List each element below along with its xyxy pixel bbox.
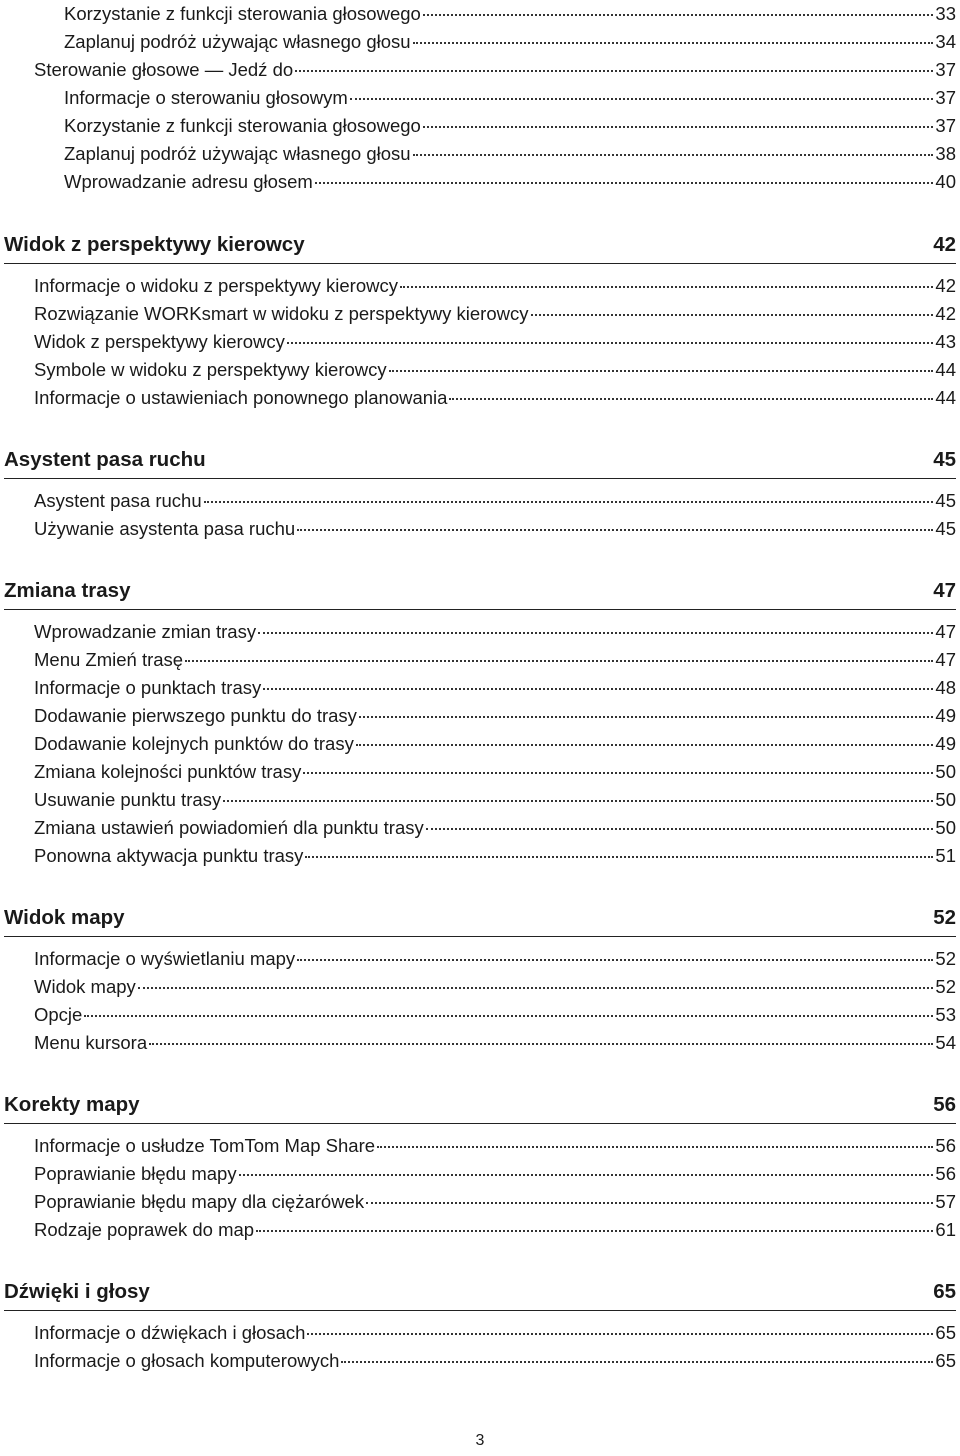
dot-leader (423, 126, 934, 128)
toc-entry[interactable] (34, 1319, 956, 1347)
dot-leader (356, 744, 934, 746)
toc-entry-page: 52 (935, 976, 956, 997)
toc-entry-page: 50 (935, 789, 956, 810)
section-heading[interactable] (4, 573, 956, 610)
toc-entry-page: 45 (935, 490, 956, 511)
toc-entry-page: 47 (935, 621, 956, 642)
section-heading[interactable] (4, 227, 956, 264)
section-entries (0, 1132, 960, 1244)
section-heading[interactable] (4, 900, 956, 937)
toc-entry-title: Opcje (34, 1004, 83, 1025)
toc-entry[interactable] (34, 1029, 956, 1057)
section-entries (0, 618, 960, 870)
toc-entry-title: Informacje o punktach trasy (34, 677, 262, 698)
toc-entry-page: 65 (935, 1322, 956, 1343)
dot-leader (258, 632, 933, 634)
toc-entry-title: Informacje o głosach komputerowych (34, 1350, 340, 1371)
dot-leader (297, 529, 933, 531)
toc-entry-title: Informacje o sterowaniu głosowym (64, 87, 348, 108)
dot-leader (449, 398, 933, 400)
toc-entry-title: Sterowanie głosowe — Jedź do (34, 59, 294, 80)
dot-leader (297, 959, 933, 961)
toc-entry-page: 52 (935, 948, 956, 969)
section-entries (0, 487, 960, 543)
page-number: 3 (475, 1432, 485, 1449)
section-heading[interactable] (4, 1087, 956, 1124)
toc-entry[interactable] (34, 842, 956, 870)
toc-entry[interactable] (64, 28, 956, 56)
toc-entry[interactable] (34, 618, 956, 646)
toc-entry[interactable] (34, 1160, 956, 1188)
toc-entry[interactable] (64, 112, 956, 140)
toc-entry-page: 34 (935, 31, 956, 52)
toc-entry[interactable] (34, 1188, 956, 1216)
toc-entry-title: Informacje o widoku z perspektywy kierowcy (34, 275, 398, 296)
toc-entry-title: Asystent pasa ruchu (34, 490, 202, 511)
toc-entry[interactable] (64, 84, 956, 112)
toc-entry[interactable] (34, 515, 956, 543)
toc-entry-page: 54 (935, 1032, 956, 1053)
toc-entry[interactable] (34, 786, 956, 814)
dot-leader (305, 856, 933, 858)
dot-leader (149, 1043, 933, 1045)
section-page: 47 (933, 579, 956, 602)
toc-entry[interactable] (34, 1216, 956, 1244)
toc-entry-page: 56 (935, 1135, 956, 1156)
toc-entry[interactable] (34, 487, 956, 515)
toc-entry-page: 49 (935, 705, 956, 726)
toc-entry-title: Dodawanie pierwszego punktu do trasy (34, 705, 357, 726)
toc-entry-title: Zmiana kolejności punktów trasy (34, 761, 302, 782)
dot-leader (366, 1202, 933, 1204)
toc-entry-title: Informacje o usłudze TomTom Map Share (34, 1135, 376, 1156)
toc-entry-title: Ponowna aktywacja punktu trasy (34, 845, 304, 866)
dot-leader (204, 501, 934, 503)
toc-entry[interactable] (34, 272, 956, 300)
dot-leader (350, 98, 934, 100)
toc-entry[interactable] (34, 758, 956, 786)
toc-entry[interactable] (64, 168, 956, 196)
toc-entry-title: Wprowadzanie zmian trasy (34, 621, 257, 642)
toc-entry-page: 57 (935, 1191, 956, 1212)
toc-entry-title: Informacje o ustawieniach ponownego planowania (34, 387, 448, 408)
toc-entry-page: 50 (935, 761, 956, 782)
dot-leader (287, 342, 934, 344)
toc-entry-page: 38 (935, 143, 956, 164)
toc-entry[interactable] (34, 1001, 956, 1029)
toc-entry-title: Informacje o dźwiękach i głosach (34, 1322, 306, 1343)
dot-leader (223, 800, 933, 802)
toc-entry-page: 61 (935, 1219, 956, 1240)
toc-section (0, 573, 960, 870)
dot-leader (531, 314, 934, 316)
toc-entry-page: 51 (935, 845, 956, 866)
toc-entry-title: Usuwanie punktu trasy (34, 789, 222, 810)
dot-leader (307, 1333, 933, 1335)
toc-entry[interactable] (34, 1347, 956, 1375)
toc-entry[interactable] (34, 730, 956, 758)
dot-leader (315, 182, 934, 184)
section-heading[interactable] (4, 1274, 956, 1311)
dot-leader (185, 660, 933, 662)
toc-entry-title: Korzystanie z funkcji sterowania głosowego (64, 115, 421, 136)
toc-section (0, 442, 960, 543)
toc-entry[interactable] (34, 384, 956, 412)
dot-leader (413, 42, 934, 44)
toc-entry-page: 42 (935, 303, 956, 324)
toc-entry-title: Poprawianie błędu mapy dla ciężarówek (34, 1191, 365, 1212)
dot-leader (400, 286, 933, 288)
toc-entry-title: Używanie asystenta pasa ruchu (34, 518, 296, 539)
section-entries (0, 272, 960, 412)
toc-entry-page: 42 (935, 275, 956, 296)
section-title: Korekty mapy (4, 1093, 140, 1116)
toc-entry-title: Menu Zmień trasę (34, 649, 184, 670)
toc-entry-title: Wprowadzanie adresu głosem (64, 171, 313, 192)
toc-entry[interactable] (64, 140, 956, 168)
dot-leader (426, 828, 934, 830)
toc-entry-title: Symbole w widoku z perspektywy kierowcy (34, 359, 387, 380)
toc-entry-page: 37 (935, 87, 956, 108)
toc-entry-title: Zaplanuj podróż używając własnego głosu (64, 143, 411, 164)
section-entries (0, 945, 960, 1057)
toc-entry[interactable] (34, 1132, 956, 1160)
toc-entry-page: 44 (935, 387, 956, 408)
toc-entry-page: 45 (935, 518, 956, 539)
toc-entry-title: Rozwiązanie WORKsmart w widoku z perspektywy kierowcy (34, 303, 529, 324)
toc-entry-page: 43 (935, 331, 956, 352)
toc-entry[interactable] (34, 973, 956, 1001)
toc-entry-page: 49 (935, 733, 956, 754)
toc-entry[interactable] (64, 0, 956, 28)
toc-entry[interactable] (34, 356, 956, 384)
section-title: Zmiana trasy (4, 579, 131, 602)
dot-leader (359, 716, 934, 718)
toc-entry-page: 33 (935, 3, 956, 24)
dot-leader (423, 14, 934, 16)
toc-entry-page: 44 (935, 359, 956, 380)
toc-entry-page: 40 (935, 171, 956, 192)
toc-entry[interactable] (34, 674, 956, 702)
toc-entry-page: 56 (935, 1163, 956, 1184)
section-page: 42 (933, 233, 956, 256)
toc-entry-title: Informacje o wyświetlaniu mapy (34, 948, 296, 969)
dot-leader (303, 772, 933, 774)
dot-leader (239, 1174, 934, 1176)
toc-entry-title: Widok z perspektywy kierowcy (34, 331, 285, 352)
toc-entry-title: Poprawianie błędu mapy (34, 1163, 237, 1184)
toc-entry-page: 48 (935, 677, 956, 698)
section-page: 65 (933, 1280, 956, 1303)
section-heading[interactable] (4, 442, 956, 479)
toc-entry-page: 65 (935, 1350, 956, 1371)
dot-leader (256, 1230, 933, 1232)
toc-section (0, 1087, 960, 1244)
section-title: Widok mapy (4, 906, 125, 929)
section-page: 45 (933, 448, 956, 471)
toc-entry[interactable] (34, 814, 956, 842)
section-title: Asystent pasa ruchu (4, 448, 206, 471)
toc-section (0, 900, 960, 1057)
toc-entry-title: Zaplanuj podróż używając własnego głosu (64, 31, 411, 52)
dot-leader (341, 1361, 933, 1363)
toc-entry-title: Menu kursora (34, 1032, 148, 1053)
toc-entry[interactable] (34, 646, 956, 674)
dot-leader (84, 1015, 933, 1017)
toc-entry-page: 37 (935, 59, 956, 80)
toc-entry[interactable] (34, 300, 956, 328)
toc-entry[interactable] (34, 328, 956, 356)
section-title: Dźwięki i głosy (4, 1280, 150, 1303)
toc-entry-title: Rodzaje poprawek do map (34, 1219, 255, 1240)
dot-leader (138, 987, 934, 989)
toc-section (0, 1274, 960, 1375)
toc-entry-title: Dodawanie kolejnych punktów do trasy (34, 733, 354, 754)
toc-entry[interactable] (34, 56, 956, 84)
section-entries (0, 1319, 960, 1375)
toc-entry-page: 53 (935, 1004, 956, 1025)
toc-entry-page: 47 (935, 649, 956, 670)
toc-entry[interactable] (34, 702, 956, 730)
toc-entry[interactable] (34, 945, 956, 973)
dot-leader (263, 688, 933, 690)
toc-entry-title: Korzystanie z funkcji sterowania głosowego (64, 3, 421, 24)
section-page: 52 (933, 906, 956, 929)
toc-lead-entries (0, 0, 960, 196)
dot-leader (377, 1146, 933, 1148)
toc-section (0, 227, 960, 412)
dot-leader (413, 154, 934, 156)
toc-entry-page: 50 (935, 817, 956, 838)
dot-leader (295, 70, 933, 72)
toc-entry-title: Widok mapy (34, 976, 136, 997)
dot-leader (389, 370, 934, 372)
section-title: Widok z perspektywy kierowcy (4, 233, 305, 256)
section-page: 56 (933, 1093, 956, 1116)
toc-entry-title: Zmiana ustawień powiadomień dla punktu trasy (34, 817, 424, 838)
toc-entry-page: 37 (935, 115, 956, 136)
